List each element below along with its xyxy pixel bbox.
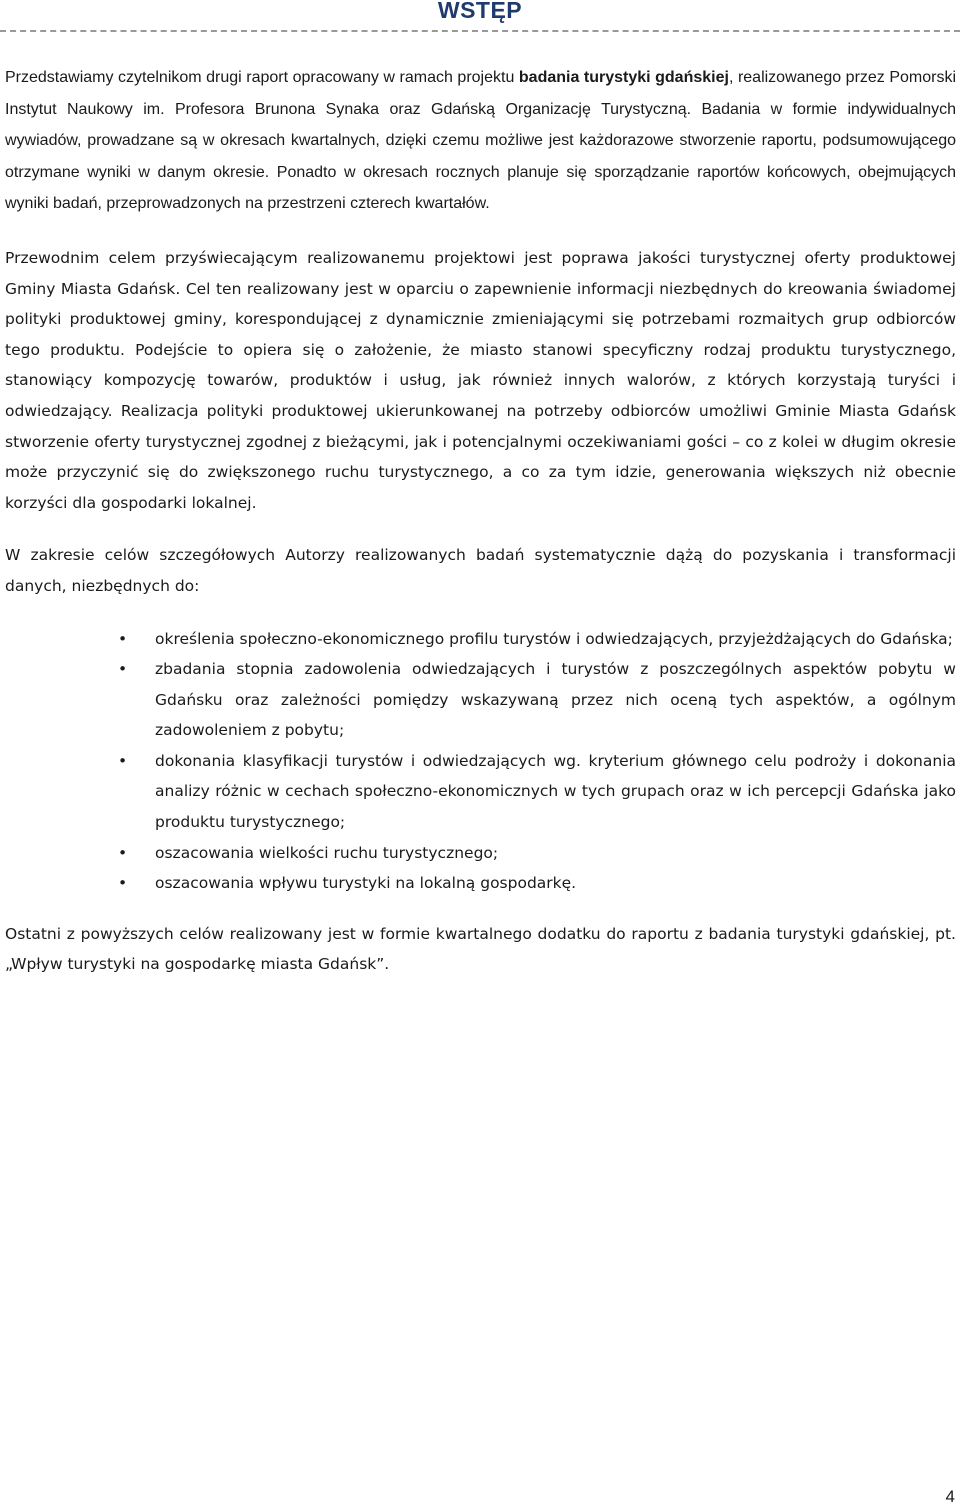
project-name: badania turystyki gdańskiej	[518, 69, 729, 86]
list-item	[5, 746, 956, 838]
bullet-icon: •	[118, 629, 128, 648]
list-item-text: zbadania stopnia zadowolenia odwiedzających i turystów z poszczególnych aspektów pobytu w Gdańsku oraz zależności pomiędzy wskazywaną przez nich oceną tych aspektów, a ogólnym zadowoleniem z pobytu;	[155, 660, 956, 740]
list-item-text: oszacowania wielkości ruchu turystycznego;	[155, 843, 499, 862]
list-item	[5, 838, 956, 869]
list-item-text: oszacowania wpływu turystyki na lokalną gospodarkę.	[155, 874, 577, 893]
list-item	[5, 624, 956, 655]
list-item-text: dokonania klasyfikacji turystów i odwiedzających wg. kryterium głównego celu podroży i dokonania analizy różnic w cechach społeczno-ekonomicznych w tych grupach oraz w ich percepcji Gdańska jako produktu turystycznego;	[155, 751, 956, 832]
research-method-text: Badania w formie indywidualnych wywiadów, prowadzane są w okresach kwartalnych, dzięki czemu możliwe jest każdorazowe stworzenie raportu, podsumowującego otrzymane wyniki w danym okresie.	[5, 100, 956, 181]
intro-text-start: Przedstawiamy czytelnikom drugi raport opracowany w ramach projektu	[5, 69, 519, 86]
bullet-icon: •	[118, 843, 128, 862]
goal-basis-text: Cel ten realizowany jest w oparciu o zapewnienie informacji niezbędnych do kreowania świadomej polityki produktowej gminy, korespondującej z dynamicznie zmieniającymi się potrzebami rozmaitych grup odbiorców tego produktu.	[5, 279, 956, 359]
main-goal-paragraph	[5, 243, 956, 518]
approach-text: Podejście to opiera się o założenie, że miasto stanowi specyficzny rodzaj produktu turystycznego, stanowiący kompozycję towarów, produktów i usług, jak również innych walorów, z których korzystają turyści i odwiedzający.	[5, 340, 957, 420]
policy-text: Realizacja polityki produktowej ukierunkowanej na potrzeby odbiorców umożliwi Gminie Miasta Gdańsk stworzenie oferty turystycznej zgodnej z bieżącymi, jak i potencjalnymi oczekiwaniami gości – co z kolei w długim okresie może przyczynić się do zwiększonego ruchu turystycznego, a co za tym idzie, generowania większych niż obecnie korzyści dla gospodarki lokalnej.	[5, 401, 956, 512]
main-goal-text: Przewodnim celem przyświecającym realizowanemu projektowi jest poprawa jakości turystycznej oferty produktowej Gminy Miasta Gdańsk.	[5, 248, 956, 298]
intro-paragraph	[5, 62, 956, 220]
list-item-text: określenia społeczno-ekonomicznego profilu turystów i odwiedzających, przyjeżdżających do Gdańska;	[155, 629, 953, 648]
document-body	[5, 62, 956, 980]
bullet-icon: •	[118, 751, 128, 770]
specific-goals-list	[5, 624, 956, 899]
specific-goals-intro: W zakresie celów szczegółowych Autorzy realizowanych badań systematycznie dążą do pozyskania i transformacji danych, niezbędnych do:	[5, 546, 956, 595]
bullet-icon: •	[118, 874, 128, 893]
bullet-icon: •	[118, 660, 128, 679]
annual-reports-text: Ponadto w okresach rocznych planuje się sporządzanie raportów końcowych, obejmujących wyniki badań, przeprowadzonych na przestrzeni czterech kwartałów.	[5, 163, 956, 213]
list-item	[5, 868, 956, 899]
header-divider	[0, 30, 960, 32]
closing-paragraph: Ostatni z powyższych celów realizowany jest w formie kwartalnego dodatku do raportu z badania turystyki gdańskiej, pt. „Wpływ turystyki na gospodarkę miasta Gdańsk”.	[5, 924, 956, 974]
intro-text-end: , realizowanego przez Pomorski Instytut Naukowy im. Profesora Brunona Synaka oraz Gdańską Organizację Turystyczną.	[5, 69, 957, 118]
list-item	[5, 654, 956, 746]
page-title: WSTĘP	[437, 0, 523, 23]
page-number: 4	[945, 1487, 955, 1506]
page-header	[0, 0, 960, 34]
